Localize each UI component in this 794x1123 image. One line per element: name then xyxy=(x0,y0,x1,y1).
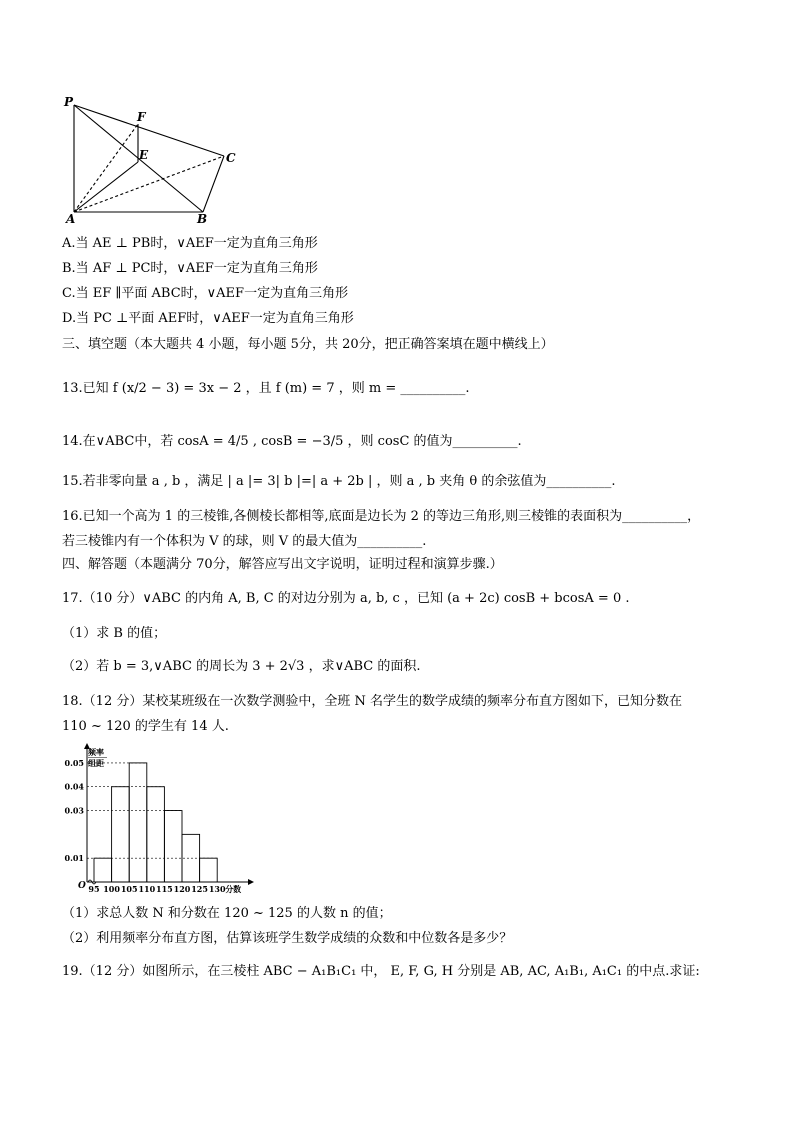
x-axis-label: 分数 xyxy=(225,884,242,894)
x-tick-label: 115 xyxy=(156,884,173,894)
histogram-bar xyxy=(94,858,112,882)
x-tick-label: 120 xyxy=(173,884,191,894)
frequency-histogram xyxy=(60,743,260,895)
histogram-bar xyxy=(164,811,182,882)
label-A: A xyxy=(66,212,76,226)
y-axis-label-bottom: 组距 xyxy=(88,758,104,768)
section4-heading: 四、解答题（本题满分 70分，解答应写出文字说明，证明过程和演算步骤.） xyxy=(62,557,503,572)
x-tick-label: 110 xyxy=(138,884,156,894)
question-13: 13.已知 f (x/2 − 3) = 3x − 2 ，且 f (m) = 7 ，则 m = __________. xyxy=(62,381,470,396)
y-axis-label-top: 频率 xyxy=(88,747,104,757)
y-tick-label: 0.04 xyxy=(64,781,84,792)
question-19: 19.（12 分）如图所示，在三棱柱 ABC − A₁B₁C₁ 中， E, F, G, H 分别是 AB, AC, A₁B₁, A₁C₁ 的中点.求证: xyxy=(62,964,700,979)
x-tick-label: 95 xyxy=(88,884,100,894)
x-tick-label: 100 xyxy=(103,884,120,894)
question-18-part2: （2）利用频率分布直方图，估算该班学生数学成绩的众数和中位数各是多少？ xyxy=(62,931,513,946)
y-tick-label: 0.01 xyxy=(64,853,84,864)
option-b: B.当 AF ⊥ PC时，∨AEF一定为直角三角形 xyxy=(62,261,318,276)
question-14: 14.在∨ABC中，若 cosA = 4/5 , cosB = −3/5 ，则 cosC 的值为__________. xyxy=(62,434,522,449)
question-15: 15.若非零向量 a , b ，满足 | a |= 3| b |=| a + 2b | ，则 a , b 夹角 θ 的余弦值为__________. xyxy=(62,474,616,489)
label-P: P xyxy=(64,95,74,109)
question-16-line2: 若三棱锥内有一个体积为 V 的球，则 V 的最大值为__________. xyxy=(62,534,427,549)
option-d: D.当 PC ⊥平面 AEF时，∨AEF一定为直角三角形 xyxy=(62,311,354,326)
edge-AC xyxy=(74,156,224,212)
x-axis-arrow xyxy=(248,879,254,885)
option-c: C.当 EF ∥平面 ABC时，∨AEF一定为直角三角形 xyxy=(62,286,349,301)
question-18-part1: （1）求总人数 N 和分数在 120 ~ 125 的人数 n 的值； xyxy=(62,906,392,921)
x-tick-label: 105 xyxy=(120,884,138,894)
question-18-line2: 110 ~ 120 的学生有 14 人. xyxy=(62,719,229,734)
question-16-line1: 16.已知一个高为 1 的三棱锥,各侧棱长都相等,底面是边长为 2 的等边三角形,则三棱锥的表面积为__________， xyxy=(62,509,701,524)
geometry-figure xyxy=(60,92,250,227)
x-tick-label: 125 xyxy=(191,884,208,894)
y-tick-label: 0.03 xyxy=(64,805,84,816)
label-B: B xyxy=(197,212,208,226)
histogram-bar xyxy=(147,787,165,882)
question-17: 17.（10 分）∨ABC 的内角 A, B, C 的对边分别为 a, b, c ，已知 (a + 2c) cosB + bcosA = 0 . xyxy=(62,591,630,606)
histogram-bar xyxy=(129,763,147,882)
histogram-bar xyxy=(200,858,218,882)
section3-heading: 三、填空题（本大题共 4 小题，每小题 5分，共 20分，把正确答案填在题中横线上） xyxy=(62,337,554,352)
y-tick-label: 0.05 xyxy=(64,757,84,768)
edge-AF xyxy=(74,124,138,212)
label-E: E xyxy=(139,148,149,162)
option-a: A.当 AE ⊥ PB时，∨AEF一定为直角三角形 xyxy=(62,236,318,251)
x-tick-label: 130 xyxy=(208,884,226,894)
question-17-part2: （2）若 b = 3,∨ABC 的周长为 3 + 2√3 ，求∨ABC 的面积. xyxy=(62,659,421,674)
histogram-bar xyxy=(112,787,130,882)
label-F: F xyxy=(137,110,146,124)
edge-PC xyxy=(74,105,224,156)
edge-BC xyxy=(203,156,224,212)
question-18-line1: 18.（12 分）某校某班级在一次数学测验中，全班 N 名学生的数学成绩的频率分布直方图如下，已知分数在 xyxy=(62,694,682,709)
origin-label: O xyxy=(78,881,86,891)
edge-AE xyxy=(74,162,138,212)
question-17-part1: （1）求 B 的值； xyxy=(62,626,167,641)
label-C: C xyxy=(226,151,236,165)
